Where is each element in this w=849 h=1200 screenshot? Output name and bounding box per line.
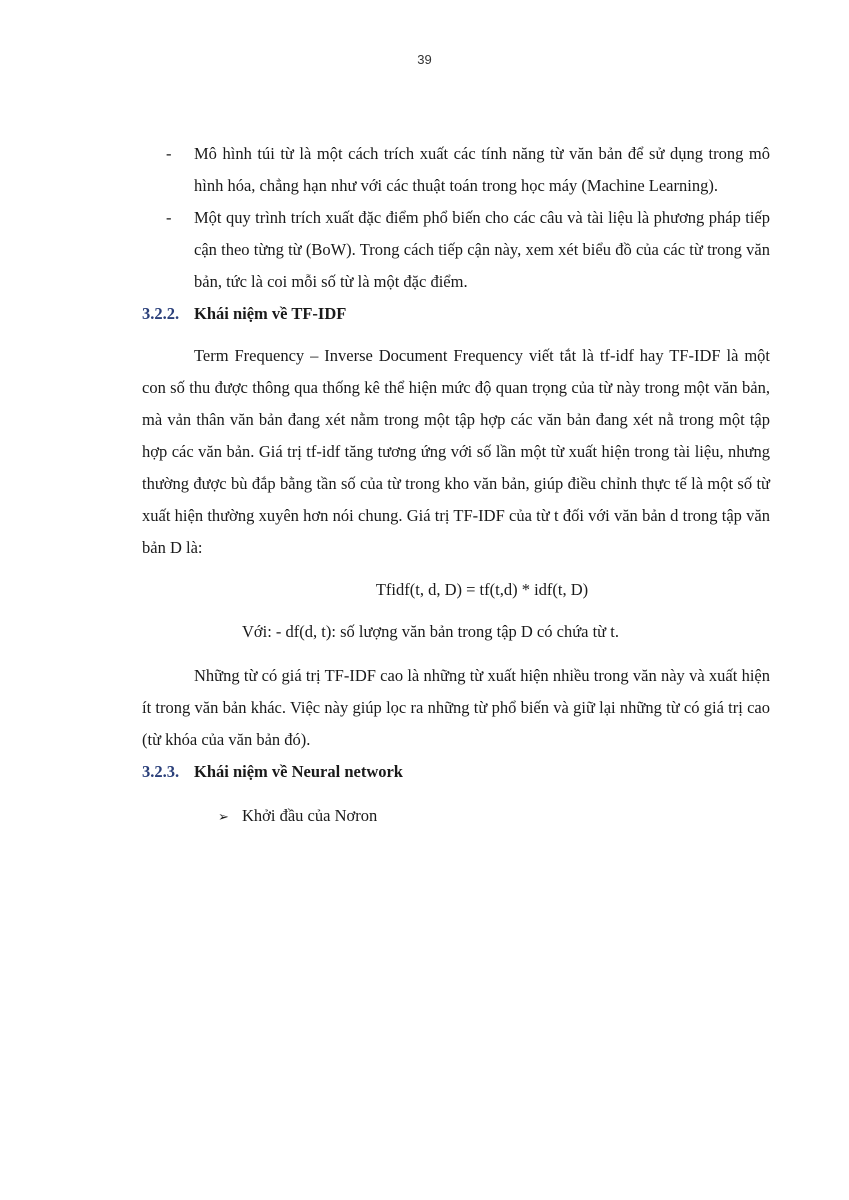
tfidf-paragraph: Term Frequency – Inverse Document Frequency viết tắt là tf-idf hay TF-IDF là một con số thu được thông qua thống kê thể hiện mức độ quan trọng của từ này trong một văn bản, mà vản thân văn bản đang xét nằm trong một tập hợp các văn bản đang xét nằ trong một tập hợp các văn bản. Giá trị tf-idf tăng tương ứng với số lần một từ xuất hiện trong tài liệu, nhưng thường được bù đắp bằng tần số của từ trong kho văn bản, giúp điều chỉnh thực tế là một số từ xuất hiện thường xuyên hơn nói chung. Giá trị TF-IDF của từ t đối với văn bản d trong tập văn bản D là: [142, 346, 770, 557]
bullet-text: Một quy trình trích xuất đặc điểm phổ biến cho các câu và tài liệu là phương pháp tiếp cận theo từng từ (BoW). Trong cách tiếp cận này, xem xét biểu đồ của các từ trong văn bản, tức là coi mỗi số từ là một đặc điểm. [194, 208, 770, 291]
arrow-list-text: Khởi đầu của Nơron [242, 806, 378, 825]
section-heading-tfidf [142, 298, 770, 330]
tfidf-formula: Tfidf(t, d, D) = tf(t,d) * idf(t, D) [375, 580, 589, 599]
arrow-list-item [142, 800, 770, 834]
tfidf-paragraph-2: Những từ có giá trị TF-IDF cao là những từ xuất hiện nhiều trong văn này và xuất hiện ít trong văn bản khác. Việc này giúp lọc ra những từ phổ biến và giữ lại những từ có giá trị cao (từ khóa của văn bản đó). [142, 666, 770, 749]
dash-marker: - [166, 144, 172, 163]
bullet-text: Mô hình túi từ là một cách trích xuất các tính năng từ văn bản để sử dụng trong mô hình hóa, chẳng hạn như với các thuật toán trong học máy (Machine Learning). [194, 144, 770, 195]
dash-marker: - [166, 208, 172, 227]
section-title: Khái niệm về Neural network [194, 762, 403, 781]
arrow-bullet-icon: ➢ [218, 810, 229, 825]
section-number: 3.2.2. [142, 304, 180, 323]
document-body [142, 138, 770, 834]
section-title: Khái niệm về TF-IDF [194, 304, 347, 323]
section-heading-neural-network [142, 756, 770, 788]
page-number: 39 [417, 52, 432, 67]
bullet-item [142, 202, 770, 298]
section-number: 3.2.3. [142, 762, 180, 781]
formula-note: Với: - df(d, t): số lượng văn bản trong tập D có chứa từ t. [242, 622, 619, 641]
bullet-item [142, 138, 770, 202]
